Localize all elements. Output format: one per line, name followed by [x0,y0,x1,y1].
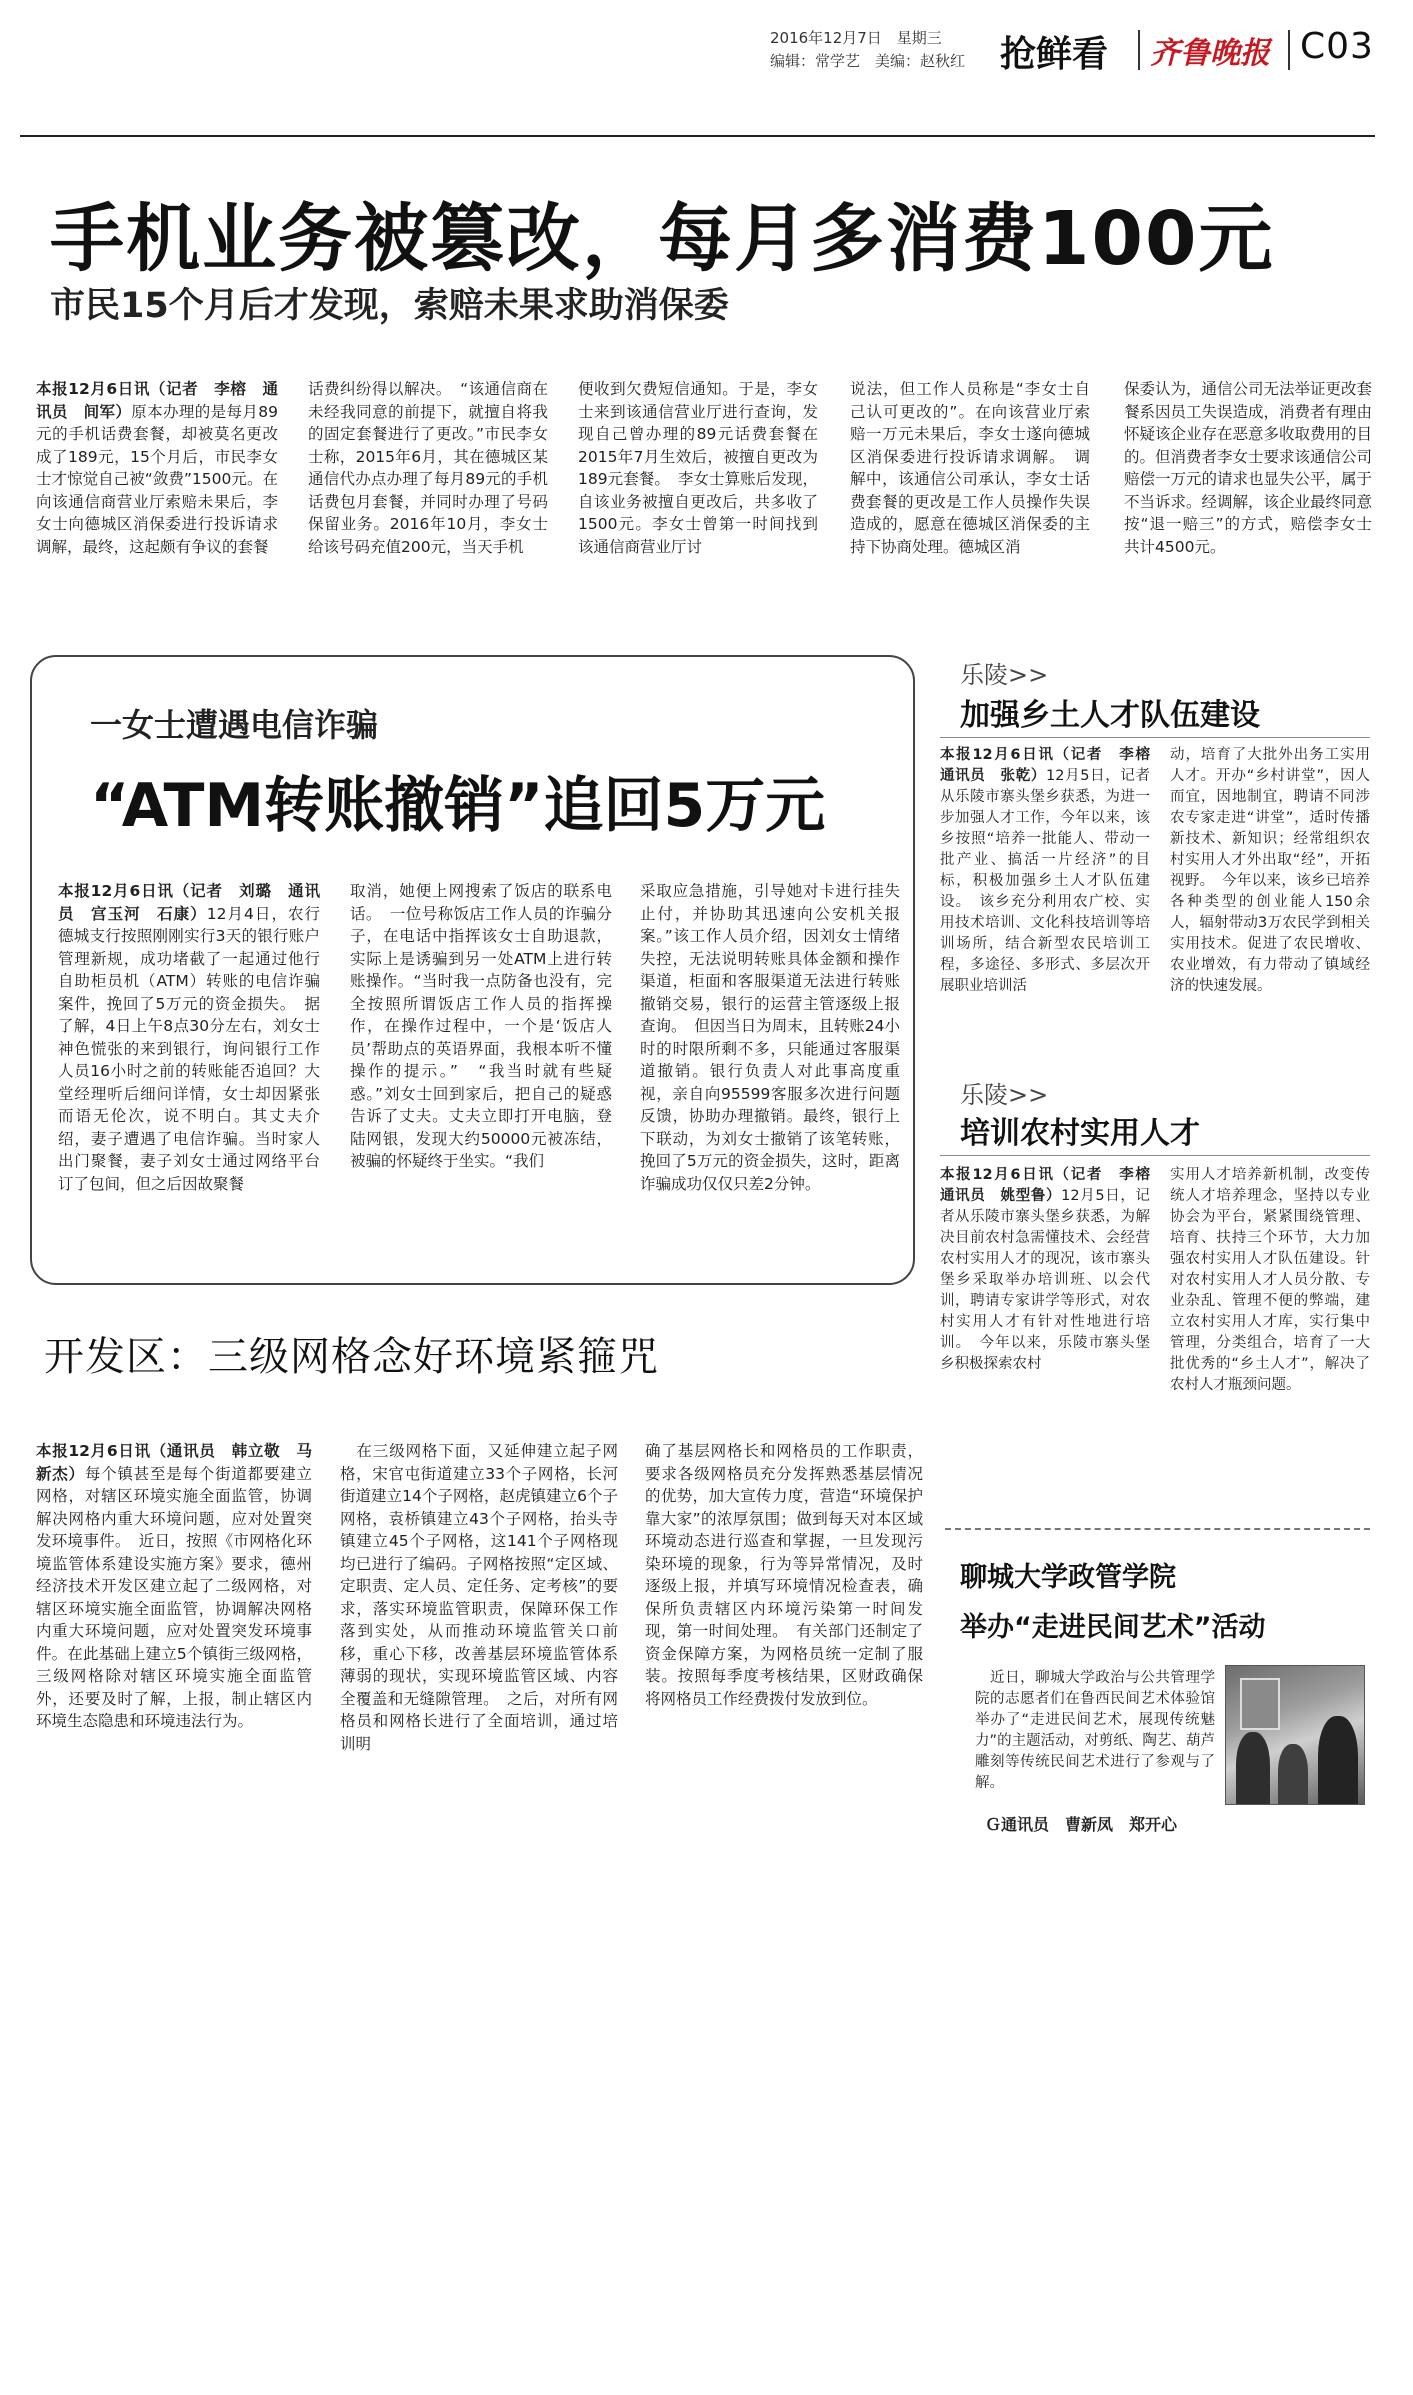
sidebar3-body: 近日，聊城大学政治与公共管理学院的志愿者们在鲁西民间艺术体验馆举办了“走进民间艺术，展现传统魅力”的主题活动，对剪纸、陶艺、葫芦雕刻等传统民间艺术进行了参观与了解。 [975,1670,1215,1791]
article2-headline: “ATM转账撤销”追回5万元 [90,771,826,841]
sidebar3-headline-line2: 举办“走进民间艺术”活动 [960,1612,1266,1643]
event-photo [1225,1665,1365,1805]
article1-column-2: 话费纠纷得以解决。 “该通信商在未经我同意的前提下，就擅自将我的固定套餐进行了更改。”市民李女士称，2015年6月，其在德城区某通信代办点办理了每月89元的手机话费包月套餐，并同时办理了号码保留业务。2016年10月，李女士给该号码充值200元，当天手机 [308,380,548,556]
sidebar1-rule [940,737,1370,738]
article2-column-1 [58,880,320,1195]
sidebar2-rule [940,1155,1370,1156]
issue-date: 2016年12月7日 星期三 [770,29,942,47]
editors-line: 编辑：常学艺 美编：赵秋红 [770,52,966,70]
sidebar1-headline: 加强乡土人才队伍建设 [960,698,1260,733]
photo-credit: Ｇ通讯员 曹新凤 郑开心 [985,1815,1178,1834]
sidebar2-headline: 培训农村实用人才 [960,1116,1200,1151]
sidebar3-dashed-rule [945,1528,1370,1530]
sidebar2-region-tag: 乐陵>> [960,1081,1049,1109]
top-rule [20,135,1375,137]
sidebar2-byline: 本报12月6日讯（记者 李榕 通讯员 姚型鲁） [940,1167,1165,1204]
article1-col1-text: 原本办理的是每月89元的手机话费套餐，却被莫名更改成了189元，15个月后，市民李女士才惊觉自己被“敛费”1500元。在向该通信商营业厅索赔未果后，李女士向德城区消保委进行投诉请求调解，最终，这起颇有争议的套餐 [36,402,278,556]
photo-wall-frame [1240,1678,1280,1730]
sidebar3-headline-line1: 聊城大学政管学院 [960,1562,1176,1593]
article1-column-3: 便收到欠费短信通知。于是，李女士来到该通信营业厅进行查询，发现自己曾办理的89元话费套餐在2015年7月生效后，被擅自更改为189元套餐。 李女士算账后发现，自该业务被擅自更改后，共多收了1500元。李女士曾第一时间找到该通信商营业厅讨 [578,380,818,556]
sidebar1-column-1 [940,745,1165,997]
article2-subhead: 一女士遭遇电信诈骗 [90,706,379,744]
article1-headline: 手机业务被篡改，每月多消费100元 [50,196,1275,282]
article3-column-3: 确了基层网格长和网格员的工作职责，要求各级网格员充分发挥熟悉基层情况的优势，加大宣传力度，营造“环境保护靠大家”的浓厚氛围；做到每天对本区域环境动态进行巡查和掌握，一旦发现污染环境的现象，行为等异常情况，及时逐级上报，并填写环境情况检查表，确保所负责辖区内环境污染第一时间发现，第一时间处理。 有关部门还制定了资金保障方案，为网格员统一定制了服装。按照每季度考核结果，区财政确保将网格员工作经费拨付发放到位。 [645,1442,923,1708]
sidebar1-col1-text: 12月5日，记者从乐陵市寨头堡乡获悉，为进一步加强人才工作，今年以来，该乡按照“培养一批能人、带动一批产业、搞活一片经济”的目标，积极加强乡土人才队伍建设。 该乡充分利用农广校、实用技术培训、文化科技培训等培训场所，结合新型农民培训工程，多途径、多形式、多层次开展职业培训活 [940,768,1150,994]
sidebar2-column-1 [940,1165,1165,1375]
newspaper-logo: 齐鲁晚报 [1150,36,1270,71]
photo-person [1236,1732,1270,1804]
article3-headline: 开发区：三级网格念好环境紧箍咒 [44,1334,659,1380]
masthead-divider [1288,30,1290,70]
article2-col1-text: 12月4日，农行德城支行按照刚刚实行3天的银行账户管理新规，成功堵截了一起通过他行自助柜员机（ATM）转账的电信诈骗案件，挽回了5万元的资金损失。 据了解，4日上午8点30分左右，刘女士神色慌张的来到银行，询问银行工作人员16小时之前的转账能否追回？大堂经理听后细问详情，女士却因紧张而语无伦次，说不明白。其丈夫介绍，妻子遭遇了电信诈骗。当时家人出门聚餐，妻子刘女士通过网络平台订了包间，但之后因故聚餐 [58,904,320,1193]
sidebar1-column-2: 动，培育了大批外出务工实用人才。开办“乡村讲堂”，因人而宜，因地制宜，聘请不同涉农专家走进“讲堂”，适时传播新技术、新知识；经常组织农村实用人才外出取“经”，开拓视野。 今年以来，该乡已培养各种类型的创业能人150余人，辐射带动3万农民学到相关实用技术。促进了农民增收、农业增效，有力带动了镇域经济的快速发展。 [1170,747,1370,994]
sidebar2-column-2: 实用人才培养新机制，改变传统人才培养理念，坚持以专业协会为平台，紧紧围绕管理、培育、扶持三个环节，大力加强农村实用人才队伍建设。针对农村实用人才人员分散、专业杂乱、管理不便的弊端，建立农村实用人才库，实行集中管理，分类组合，培育了一大批优秀的“乡土人才”，解决了农村人才瓶颈问题。 [1170,1167,1370,1393]
article2-column-3: 采取应急措施，引导她对卡进行挂失止付，并协助其迅速向公安机关报案。”该工作人员介绍，因刘女士情绪失控，无法说明转账具体金额和操作渠道，柜面和客服渠道无法进行转账撤销交易，银行的运营主管逐级上报查询。 但因当日为周末，且转账24小时的时限所剩不多，只能通过客服渠道撤销。银行负责人对此事高度重视，亲自向95599客服多次进行问题反馈，协助办理撤销。最终，银行上下联动，为刘女士撤销了该笔转账，挽回了5万元的资金损失，这时，距离诈骗成功仅仅只差2分钟。 [640,882,900,1193]
article1-column-5: 保委认为，通信公司无法举证更改套餐系因员工失误造成，消费者有理由怀疑该企业存在恶意多收取费用的目的。但消费者李女士要求该通信公司赔偿一万元的请求也显失公平，属于不当诉求。经调解，该企业最终同意按“退一赔三”的方式，赔偿李女士共计4500元。 [1124,380,1373,556]
sidebar2-col1-text: 12月5日，记者从乐陵市寨头堡乡获悉，为解决目前农村急需懂技术、会经营农村实用人才的现况，该市寨头堡乡采取举办培训班、以会代训，聘请专家讲学等形式，对农村实用人才有针对性地进行培训。 今年以来，乐陵市寨头堡乡积极探索农村 [940,1188,1150,1372]
section-title: 抢鲜看 [1000,34,1109,75]
article3-column-1 [36,1440,312,1733]
article2-byline: 本报12月6日讯（记者 刘璐 通讯员 宫玉河 石康） [58,882,320,923]
article3-byline: 本报12月6日讯（通讯员 韩立敬 马新杰） [36,1442,312,1483]
article1-column-4: 说法，但工作人员称是“李女士自己认可更改的”。在向该营业厅索赔一万元未果后，李女士遂向德城区消保委进行投诉请求调解。 调解中，该通信公司承认，李女士话费套餐的更改是工作人员操作失误造成的，愿意在德城区消保委的主持下协商处理。德城区消 [850,380,1090,556]
article2-column-2: 取消，她便上网搜索了饭店的联系电话。 一位号称饭店工作人员的诈骗分子，在电话中指挥该女士自助退款，实际上是诱骗到另一处ATM上进行转账操作。“当时我一点防备也没有，完全按照所谓饭店工作人员的指挥操作，在操作过程中，一个是‘饭店人员’帮助点的英语界面，我根本听不懂操作的提示。” “我当时就有些疑惑。”刘女士回到家后，把自己的疑惑告诉了丈夫。丈夫立即打开电脑，登陆网银，发现大约50000元被冻结，被骗的怀疑终于坐实。“我们 [350,882,612,1170]
photo-person [1318,1716,1358,1804]
article1-subhead: 市民15个月后才发现，索赔未果求助消保委 [50,286,729,326]
sidebar1-region-tag: 乐陵>> [960,661,1049,689]
sidebar1-byline: 本报12月6日讯（记者 李榕 通讯员 张乾） [940,747,1165,784]
photo-person [1278,1744,1308,1804]
page-number: C03 [1300,26,1374,67]
article1-byline: 本报12月6日讯（记者 李榕 通讯员 间军） [36,380,278,421]
article3-col1-text: 每个镇甚至是每个街道都要建立网格，对辖区环境实施全面监管，协调解决网格内重大环境问题，应对处置突发环境事件。 近日，按照《市网格化环境监管体系建设实施方案》要求，德州经济技术开发区建立起了二级网格，对辖区环境实施全面监管，协调解决网格内重大环境问题，应对处置突发环境事件。在此基础上建立5个镇街三级网格，三级网格除对辖区环境实施全面监管外，还要及时了解，上报，制止辖区内环境生态隐患和环境违法行为。 [36,1464,312,1730]
masthead-divider [1138,30,1140,70]
article1-column-1 [36,378,278,558]
article3-column-2: 在三级网格下面，又延伸建立起子网格，宋官屯街道建立33个子网格，长河街道建立14个子网格，赵虎镇建立6个子网格，袁桥镇建立43个子网格，抬头寺镇建立45个子网格，这141个子网格现均已进行了编码。子网格按照“定区域、定职责、定人员、定任务、定考核”的要求，落实环境监管职责，保障环保工作落到实处，从而推动环境监管关口前移，重心下移，改善基层环境监管体系薄弱的现状，实现环境监管区域、内容全覆盖和无缝隙管理。 之后，对所有网格员和网格长进行了全面培训，通过培训明 [340,1442,618,1753]
